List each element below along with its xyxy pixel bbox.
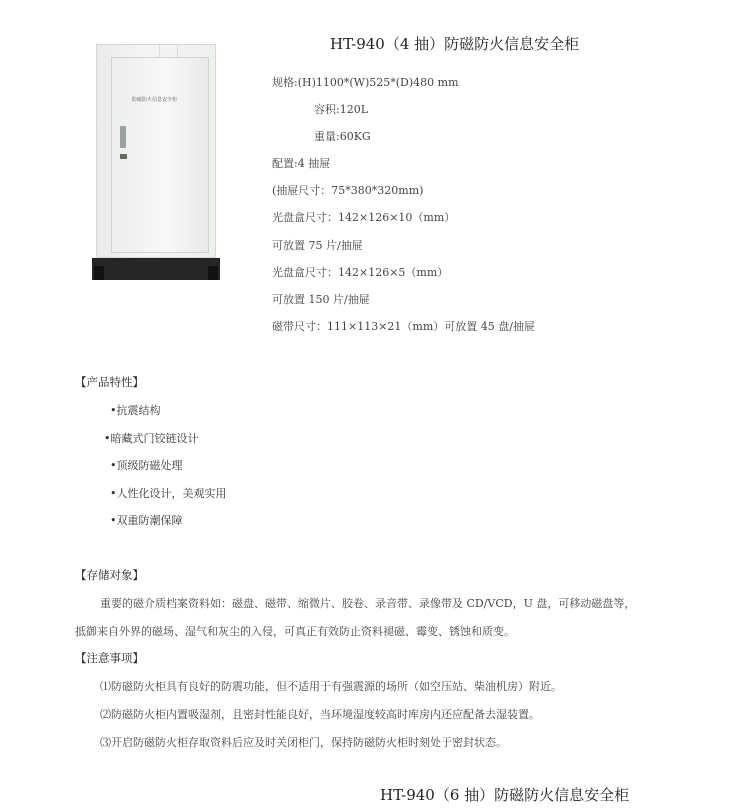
- spec-capacity-150: 可放置 150 片/抽屉: [272, 293, 370, 306]
- note-item: ⑵防磁防火柜内置吸湿剂，且密封性能良好，当环境湿度较高时库房内还应配备去湿装置。: [100, 708, 540, 721]
- storage-heading: 【存储对象】: [75, 568, 144, 582]
- notes-heading: 【注意事项】: [75, 651, 144, 665]
- product-title: HT-940（4 抽）防磁防火信息安全柜: [330, 35, 580, 53]
- cabinet-door: [111, 57, 209, 253]
- cabinet-body: [96, 44, 216, 258]
- cabinet-base: [92, 258, 220, 280]
- cabinet-handle: [120, 126, 126, 148]
- spec-capacity-75: 可放置 75 片/抽屉: [272, 239, 363, 252]
- lock-icon: [120, 154, 127, 159]
- feature-item: •抗震结构: [110, 404, 161, 417]
- spec-configuration: 配置:4 抽屉: [272, 157, 331, 170]
- note-item: ⑴防磁防火柜具有良好的防震功能，但不适用于有强震源的场所（如空压站、柴油机房）附近。: [100, 680, 562, 693]
- storage-text-line: 重要的磁介质档案资料如：磁盘、磁带、缩微片、胶卷、录音带、录像带及 CD/VCD，U 盘，可移动磁盘等，: [100, 597, 636, 610]
- next-product-title: HT-940（6 抽）防磁防火信息安全柜: [380, 786, 630, 804]
- cabinet-label: 防磁防火信息安全柜: [132, 97, 178, 103]
- cabinet-foot: [208, 266, 218, 280]
- spec-disc-box-10: 光盘盒尺寸：142×126×10（mm）: [272, 211, 456, 224]
- feature-item: •双重防潮保障: [110, 514, 183, 527]
- cabinet-foot: [94, 266, 104, 280]
- spec-tape-size: 磁带尺寸：111×113×21（mm）可放置 45 盘/抽屉: [272, 320, 535, 333]
- note-item: ⑶开启防磁防火柜存取资料后应及时关闭柜门，保持防磁防火柜时刻处于密封状态。: [100, 736, 507, 749]
- storage-text-line: 抵御来自外界的磁场、湿气和灰尘的入侵，可真正有效防止资料褪磁、霉变、锈蚀和质变。: [75, 625, 515, 638]
- spec-weight: 重量:60KG: [314, 130, 371, 143]
- spec-dimensions: 规格:(H)1100*(W)525*(D)480 mm: [272, 76, 459, 89]
- spec-volume: 容积:120L: [314, 103, 369, 116]
- feature-item: •人性化设计，美观实用: [110, 487, 227, 500]
- feature-item: •暗藏式门铰链设计: [104, 432, 199, 445]
- spec-disc-box-5: 光盘盒尺寸：142×126×5（mm）: [272, 266, 449, 279]
- features-heading: 【产品特性】: [75, 375, 144, 389]
- product-image-cabinet: [92, 44, 224, 284]
- spec-drawer-size: (抽屉尺寸：75*380*320mm): [272, 184, 424, 197]
- feature-item: •顶级防磁处理: [110, 459, 183, 472]
